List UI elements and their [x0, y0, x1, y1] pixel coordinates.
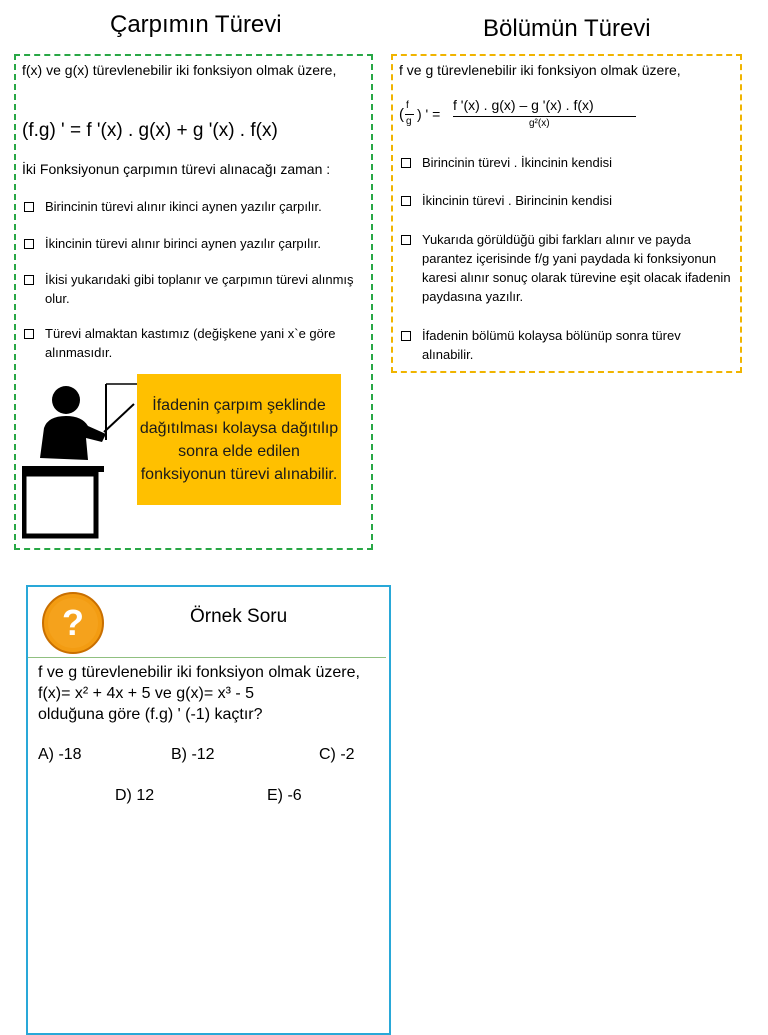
- checkbox-icon: [24, 329, 34, 339]
- option-c: C) -2: [319, 746, 355, 763]
- quotient-rule-bullet: [401, 191, 736, 210]
- option-d: D) 12: [115, 787, 155, 804]
- quotient-rule-bullet: [401, 230, 731, 306]
- bullet-text: Birincinin türevi . İkincinin kendisi: [422, 155, 613, 170]
- quotient-numerator: f '(x) . g(x) – g '(x) . f(x): [453, 97, 594, 113]
- prime-equals: ) ' =: [417, 106, 441, 122]
- bullet-text: İkincinin türevi alınır birinci aynen yazılır çarpılır.: [45, 236, 321, 251]
- quotient-rule-bullet: [401, 326, 731, 364]
- fraction-f: f: [406, 100, 409, 111]
- question-icon: [41, 591, 105, 655]
- checkbox-icon: [401, 235, 411, 245]
- product-rule-bullet: [24, 234, 369, 253]
- option-e: E) -6: [267, 787, 302, 804]
- product-rule-callout: İfadenin çarpım şeklinde dağıtılması kolaysa dağıtılıp sonra elde edilen fonksiyonun türevi alınabilir.: [137, 374, 341, 505]
- checkbox-icon: [24, 239, 34, 249]
- product-rule-intro: f(x) ve g(x) türevlenebilir iki fonksiyon olmak üzere,: [22, 62, 337, 78]
- bullet-text: Türevi almaktan kastımız (değişkene yani x`e göre alınmasıdır.: [45, 326, 336, 360]
- bullet-text: İkincinin türevi . Birincinin kendisi: [422, 193, 613, 208]
- product-rule-bullet: [24, 270, 364, 308]
- option-a: A) -18: [38, 746, 82, 763]
- fraction-g: g: [406, 116, 412, 127]
- product-rule-bullet: [24, 324, 364, 362]
- bullet-text: İkisi yukarıdaki gibi toplanır ve çarpımın türevi alınmış olur.: [45, 272, 354, 306]
- bullet-text: Birincinin türevi alınır ikinci aynen yazılır çarpılır.: [45, 199, 322, 214]
- example-line-1: f ve g türevlenebilir iki fonksiyon olmak üzere,: [38, 664, 360, 681]
- product-rule-bullet: [24, 197, 369, 216]
- checkbox-icon: [24, 202, 34, 212]
- section-title-quotient-rule: Bölümün Türevi: [483, 15, 651, 42]
- teacher-icon: [22, 380, 140, 540]
- option-b: B) -12: [171, 746, 215, 763]
- example-line-2: f(x)= x² + 4x + 5 ve g(x)= x³ - 5: [38, 685, 255, 702]
- checkbox-icon: [401, 158, 411, 168]
- bullet-text: İfadenin bölümü kolaysa bölünüp sonra türev alınabilir.: [422, 328, 681, 362]
- product-rule-formula: (f.g) ' = f '(x) . g(x) + g '(x) . f(x): [22, 120, 278, 141]
- checkbox-icon: [24, 275, 34, 285]
- quotient-denominator: g²(x): [529, 118, 550, 129]
- quotient-rule-bullet: [401, 153, 736, 172]
- product-rule-when-text: İki Fonksiyonun çarpımın türevi alınacağı zaman :: [22, 161, 331, 177]
- example-divider: [28, 657, 386, 658]
- quotient-rule-intro: f ve g türevlenebilir iki fonksiyon olmak üzere,: [399, 62, 681, 78]
- section-title-product-rule: Çarpımın Türevi: [110, 11, 282, 38]
- checkbox-icon: [401, 331, 411, 341]
- svg-text:?: ?: [62, 602, 84, 643]
- bullet-text: Yukarıda görüldüğü gibi farkları alınır ve payda parantez içerisinde f/g yani paydada ki fonksiyonun karesi alınır sonuç olarak türevine eşit olacak ifadenin paydasına yazılır.: [422, 232, 731, 304]
- checkbox-icon: [401, 196, 411, 206]
- example-title: Örnek Soru: [190, 606, 288, 627]
- example-line-3: olduğuna göre (f.g) ' (-1) kaçtır?: [38, 706, 263, 723]
